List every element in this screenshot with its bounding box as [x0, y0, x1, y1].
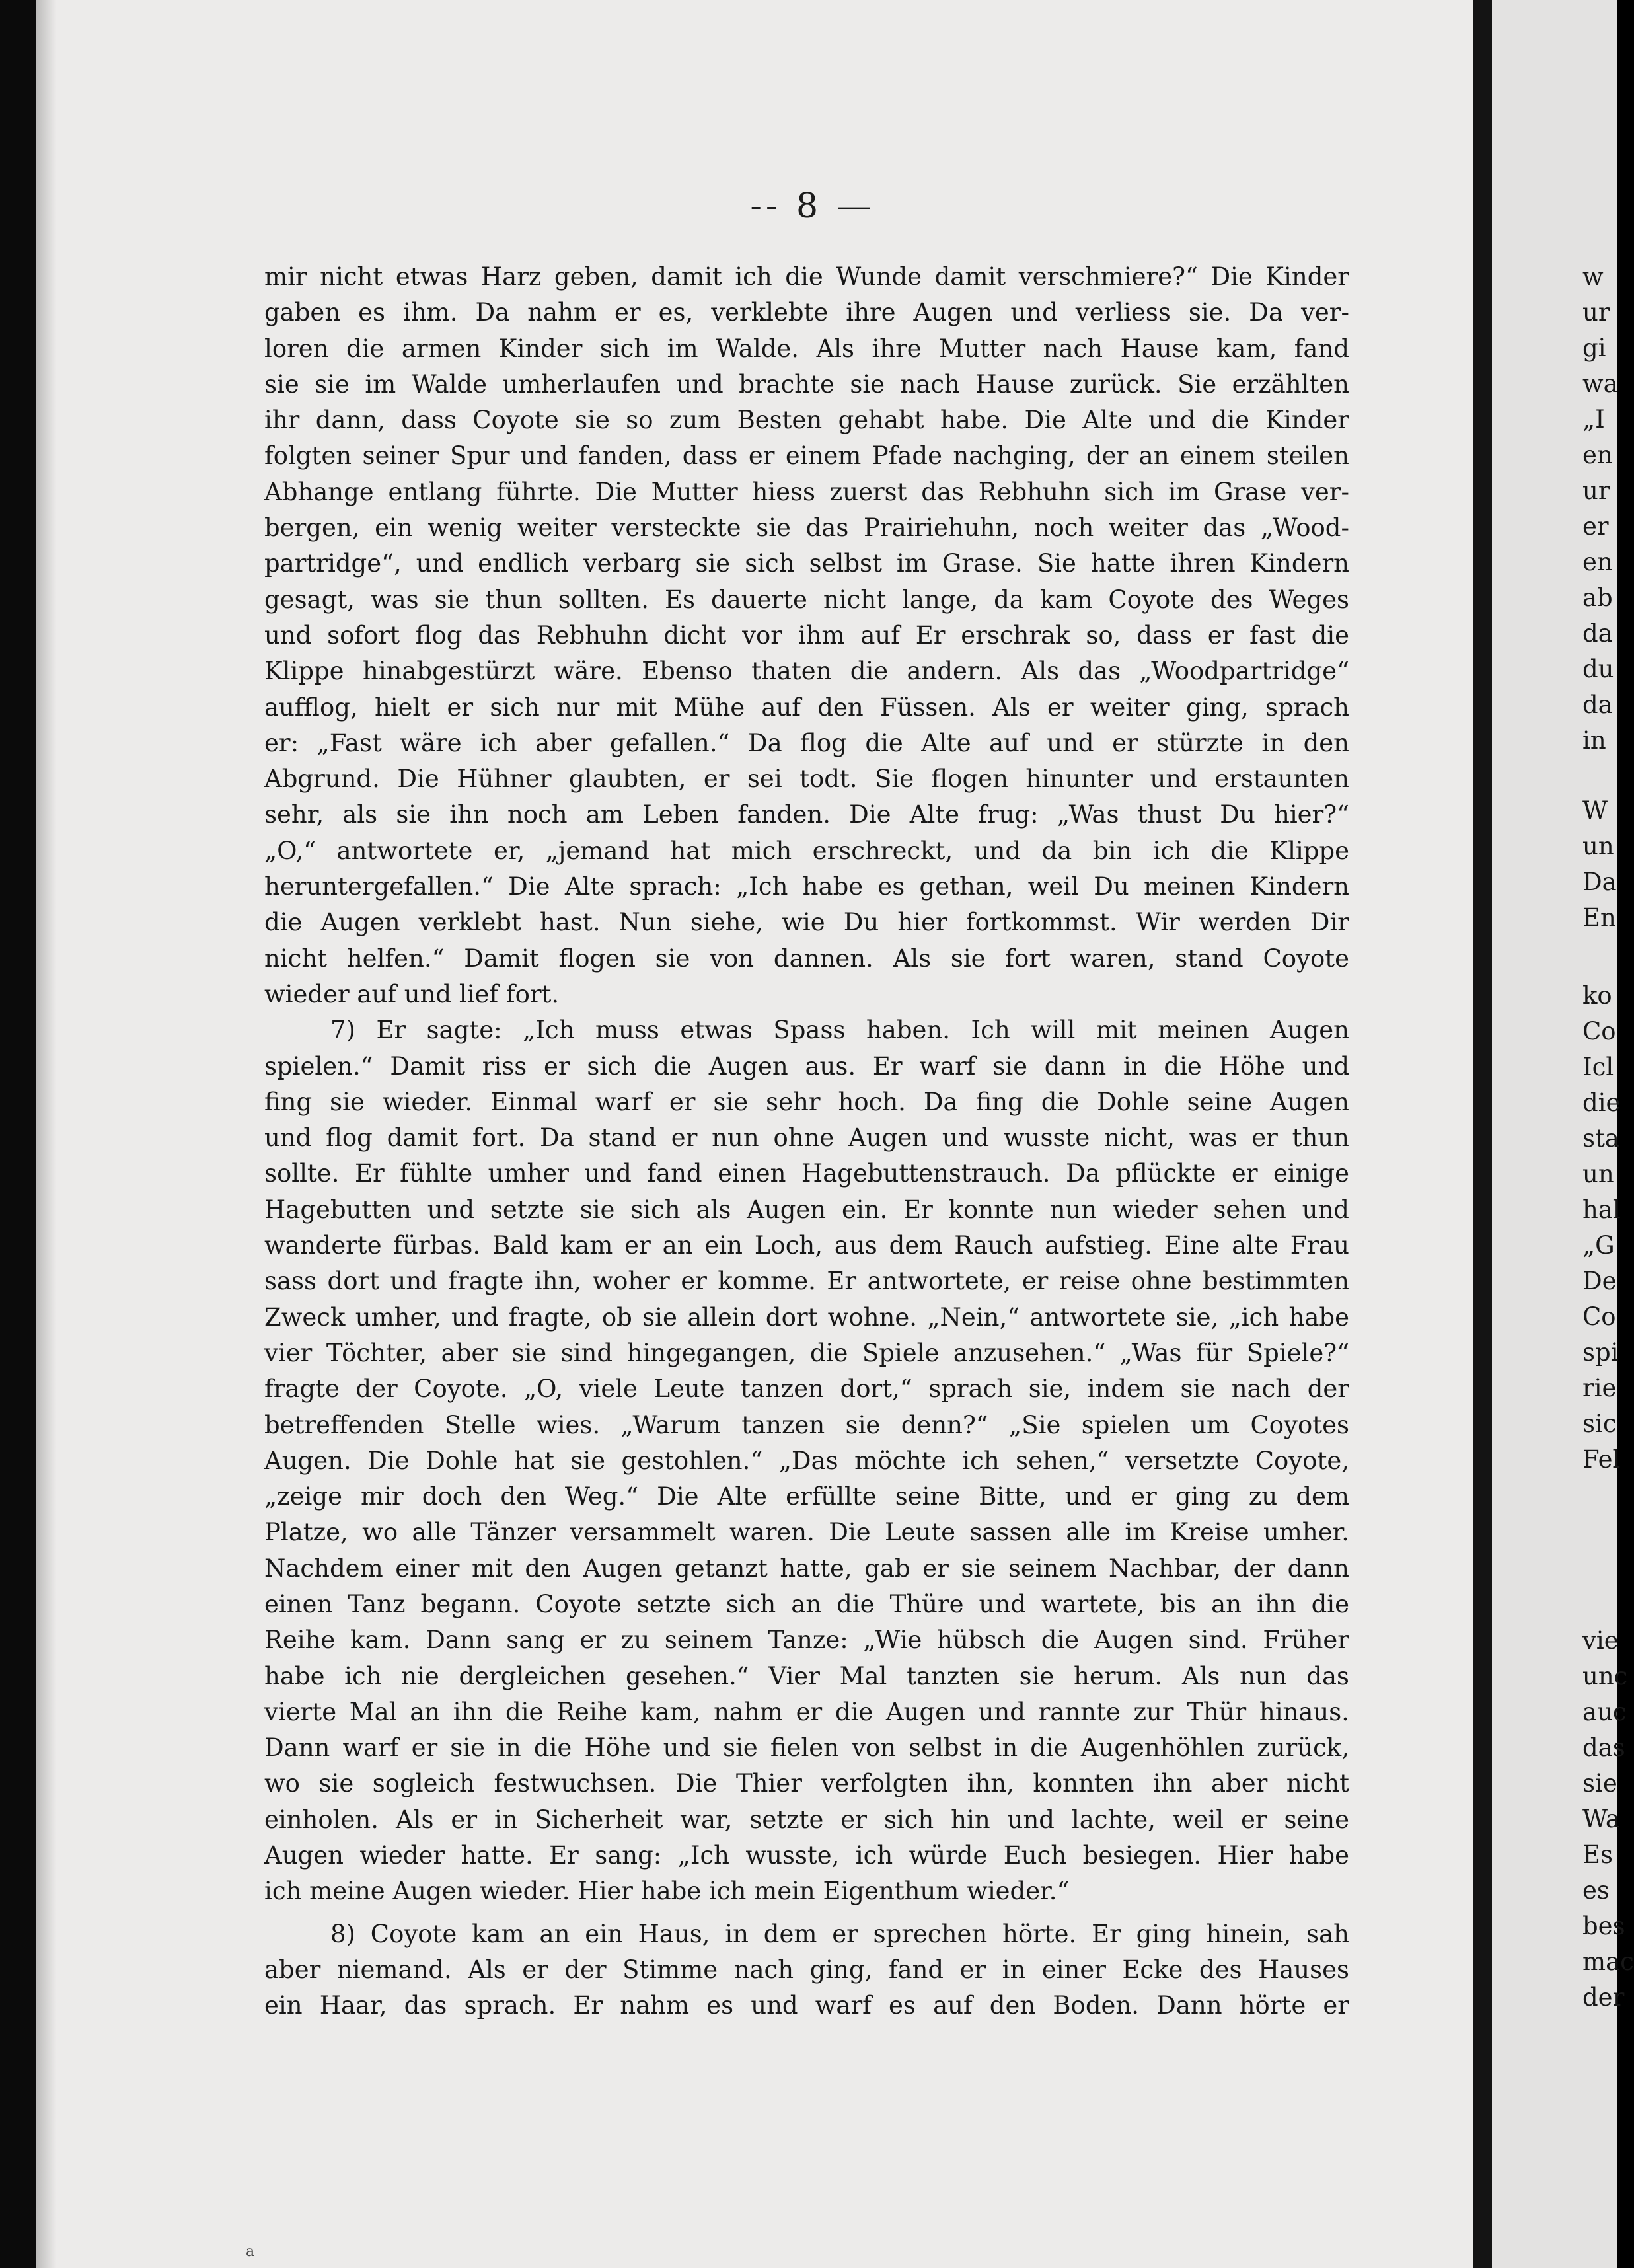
text-line: sie sie im Walde umherlaufen und brachte sie nach Hause zurück. Sie erzählten [264, 369, 1349, 398]
facing-fragment: Da [1582, 868, 1617, 896]
text-line: spielen.“ Damit riss er sich die Augen aus. Er warf sie dann in die Höhe und [264, 1051, 1349, 1080]
facing-fragment: „G [1582, 1231, 1615, 1260]
text-line: nicht helfen.“ Damit flogen sie von dannen. Als sie fort waren, stand Coyote [264, 944, 1349, 973]
text-line: Zweck umher, und fragte, ob sie allein dort wohne. „Nein,“ antwortete sie, „ich habe [264, 1303, 1349, 1332]
text-line: einen Tanz begann. Coyote setzte sich an die Thüre und wartete, bis an ihn die [264, 1589, 1349, 1618]
page-number: -- 8 — [750, 186, 875, 226]
text-line: vier Töchter, aber sie sind hingegangen, die Spiele anzusehen.“ „Was für Spiele?“ [264, 1338, 1349, 1367]
facing-fragment: Fel [1582, 1445, 1621, 1474]
facing-fragment: De [1582, 1267, 1617, 1295]
text-line: Platze, wo alle Tänzer versammelt waren. Die Leute sassen alle im Kreise umher. [264, 1518, 1349, 1547]
text-line: bergen, ein wenig weiter versteckte sie das Prairiehuhn, noch weiter das „Wood- [264, 513, 1349, 543]
body-text [264, 259, 1349, 2024]
text-line: Klippe hinabgestürzt wäre. Ebenso thaten die andern. Als das „Woodpartridge“ [264, 657, 1349, 686]
text-line: Nachdem einer mit den Augen getanzt hatte, gab er sie seinem Nachbar, der dann [264, 1554, 1349, 1583]
text-line: ihr dann, dass Coyote sie so zum Besten gehabt habe. Die Alte und die Kinder [264, 406, 1349, 435]
text-line: Abhange entlang führte. Die Mutter hiess zuerst das Rebhuhn sich im Grase ver- [264, 477, 1349, 506]
text-line: partridge“, und endlich verbarg sie sich selbst im Grase. Sie hatte ihren Kindern [264, 549, 1349, 578]
text-line: sehr, als sie ihn noch am Leben fanden. Die Alte frug: „Was thust Du hier?“ [264, 800, 1349, 829]
facing-fragment: un [1582, 1160, 1614, 1188]
facing-fragment: en [1582, 441, 1613, 469]
text-line: vierte Mal an ihn die Reihe kam, nahm er die Augen und rannte zur Thür hinaus. [264, 1697, 1349, 1726]
facing-fragment: Es [1582, 1840, 1613, 1869]
facing-fragment: bes [1582, 1912, 1625, 1940]
text-line: wanderte fürbas. Bald kam er an ein Loch, aus dem Rauch aufstieg. Eine alte Frau [264, 1231, 1349, 1260]
facing-fragment: du [1582, 655, 1614, 683]
facing-fragment: er [1582, 512, 1609, 541]
facing-fragment: der [1582, 1983, 1625, 2012]
facing-fragment: rie [1582, 1374, 1617, 1402]
facing-fragment: das [1582, 1733, 1625, 1762]
facing-fragment: ur [1582, 476, 1610, 505]
facing-fragment: En [1582, 903, 1616, 932]
text-line: und sofort flog das Rebhuhn dicht vor ihm auf Er erschrak so, dass er fast die [264, 621, 1349, 650]
text-line: ein Haar, das sprach. Er nahm es und warf es auf den Boden. Dann hörte er [264, 1991, 1349, 2020]
text-line: wieder auf und lief fort. [264, 979, 560, 1008]
page-edge-shadow [36, 0, 56, 2268]
facing-fragment: wa [1582, 369, 1618, 398]
facing-fragment: W [1582, 796, 1608, 825]
facing-fragment: w [1582, 262, 1604, 291]
facing-fragment: in [1582, 726, 1606, 755]
paragraph-start-8: 8) Coyote kam an ein Haus, in dem er sprechen hörte. Er ging hinein, sah [330, 1919, 1349, 1948]
facing-fragment: gi [1582, 334, 1606, 362]
text-line: loren die armen Kinder sich im Walde. Als ihre Mutter nach Hause kam, fand [264, 334, 1349, 363]
text-line: Dann warf er sie in die Höhe und sie fielen von selbst in die Augenhöhlen zurück, [264, 1733, 1349, 1762]
facing-fragment: die [1582, 1088, 1621, 1117]
facing-fragment: Wa [1582, 1805, 1620, 1833]
facing-fragment: ur [1582, 298, 1610, 326]
facing-fragment: ko [1582, 981, 1612, 1010]
text-line: und flog damit fort. Da stand er nun ohne Augen und wusste nicht, was er thun [264, 1123, 1349, 1153]
facing-fragment: ab [1582, 584, 1613, 612]
paragraph-start-7: 7) Er sagte: „Ich muss etwas Spass haben. Ich will mit meinen Augen [330, 1016, 1349, 1045]
facing-fragment: spi [1582, 1338, 1619, 1367]
facing-fragment: vie [1582, 1626, 1619, 1655]
facing-fragment: Icl [1582, 1053, 1614, 1081]
text-line: ich meine Augen wieder. Hier habe ich mein Eigenthum wieder.“ [264, 1877, 1070, 1906]
text-line: „zeige mir doch den Weg.“ Die Alte erfüllte seine Bitte, und er ging zu dem [264, 1482, 1349, 1511]
text-line: folgten seiner Spur und fanden, dass er einem Pfade nachging, der an einem steilen [264, 441, 1349, 471]
facing-fragment: hal [1582, 1195, 1621, 1224]
facing-fragment: mac [1582, 1947, 1634, 1976]
facing-fragment: un [1582, 832, 1614, 860]
text-line: gaben es ihm. Da nahm er es, verklebte ihre Augen und verliess sie. Da ver- [264, 298, 1349, 327]
text-line: Augen wieder hatte. Er sang: „Ich wusste, ich würde Euch besiegen. Hier habe [264, 1841, 1349, 1870]
text-line: Augen. Die Dohle hat sie gestohlen.“ „Das möchte ich sehen,“ versetzte Coyote, [264, 1446, 1349, 1475]
facing-fragment: sie [1582, 1769, 1617, 1797]
text-line: aber niemand. Als er der Stimme nach ging, fand er in einer Ecke des Hauses [264, 1955, 1349, 1984]
facing-fragment: da [1582, 619, 1613, 648]
text-line: gesagt, was sie thun sollten. Es dauerte nicht lange, da kam Coyote des Weges [264, 585, 1349, 614]
text-line: wo sie sogleich festwuchsen. Die Thier verfolgten ihn, konnten ihn aber nicht [264, 1769, 1349, 1798]
facing-fragment: unc [1582, 1662, 1628, 1690]
facing-fragment: en [1582, 548, 1613, 576]
scan-mark: a [246, 2244, 255, 2260]
facing-fragment: auc [1582, 1698, 1627, 1726]
facing-fragment: „I [1582, 405, 1605, 434]
text-line: er: „Fast wäre ich aber gefallen.“ Da flog die Alte auf und er stürzte in den [264, 728, 1349, 757]
text-line: die Augen verklebt hast. Nun siehe, wie Du hier fortkommst. Wir werden Dir [264, 908, 1349, 937]
text-line: aufflog, hielt er sich nur mit Mühe auf den Füssen. Als er weiter ging, sprach [264, 693, 1349, 722]
book-gutter [1473, 0, 1492, 2268]
text-line: „O,“ antwortete er, „jemand hat mich erschreckt, und da bin ich die Klippe [264, 836, 1349, 865]
text-line: sass dort und fragte ihn, woher er komme. Er antwortete, er reise ohne bestimmten [264, 1267, 1349, 1296]
facing-fragment: es [1582, 1876, 1610, 1905]
text-line: fing sie wieder. Einmal warf er sie sehr hoch. Da fing die Dohle seine Augen [264, 1087, 1349, 1116]
text-line: Reihe kam. Dann sang er zu seinem Tanze: „Wie hübsch die Augen sind. Früher [264, 1626, 1349, 1655]
facing-fragment: da [1582, 691, 1613, 719]
text-line: betreffenden Stelle wies. „Warum tanzen sie denn?“ „Sie spielen um Coyotes [264, 1410, 1349, 1439]
facing-fragment: sta [1582, 1124, 1619, 1153]
facing-fragment: sic [1582, 1410, 1617, 1438]
text-line: Hagebutten und setzte sie sich als Augen ein. Er konnte nun wieder sehen und [264, 1195, 1349, 1224]
text-line: Abgrund. Die Hühner glaubten, er sei todt. Sie flogen hinunter und erstaunten [264, 765, 1349, 794]
text-line: habe ich nie dergleichen gesehen.“ Vier Mal tanzten sie herum. Als nun das [264, 1661, 1349, 1690]
text-line: sollte. Er fühlte umher und fand einen Hagebuttenstrauch. Da pflückte er einige [264, 1159, 1349, 1188]
text-line: fragte der Coyote. „O, viele Leute tanzen dort,“ sprach sie, indem sie nach der [264, 1375, 1349, 1404]
text-line: mir nicht etwas Harz geben, damit ich die Wunde damit verschmiere?“ Die Kinder [264, 262, 1349, 291]
facing-fragment: Co [1582, 1017, 1616, 1045]
facing-fragment: Co [1582, 1303, 1616, 1331]
text-line: einholen. Als er in Sicherheit war, setzte er sich hin und lachte, weil er seine [264, 1805, 1349, 1834]
text-line: heruntergefallen.“ Die Alte sprach: „Ich habe es gethan, weil Du meinen Kindern [264, 872, 1349, 901]
